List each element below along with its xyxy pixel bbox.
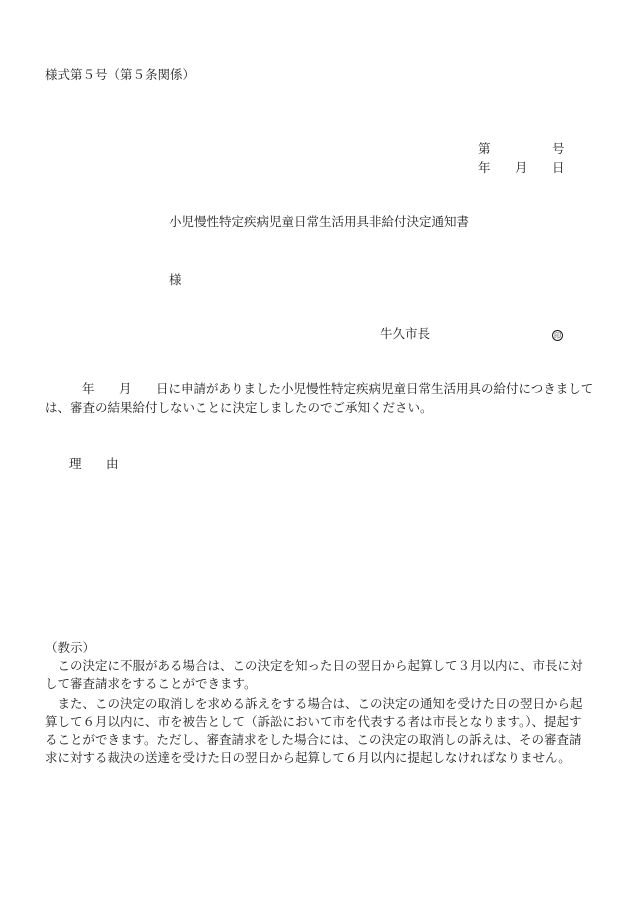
date-day: 日 bbox=[552, 160, 565, 175]
issuer-name: 牛久市長 bbox=[380, 326, 431, 341]
reason-label-1: 理 bbox=[69, 456, 82, 471]
form-number: 様式第５号（第５条関係） bbox=[45, 67, 196, 82]
body-line2: は、審査の結果給付しないことに決定しましたのでご承知ください。 bbox=[45, 400, 433, 415]
date-year: 年 bbox=[478, 160, 491, 175]
seal-mark bbox=[552, 328, 563, 341]
doc-number-dai: 第 bbox=[478, 141, 491, 156]
body-line1: 日に申請がありました小児慢性特定疾病児童日常生活用具の給付につきまして bbox=[156, 381, 594, 396]
date-month: 月 bbox=[515, 160, 528, 175]
instruction-paragraph-1: この決定に不服がある場合は、この決定を知った日の翌日から起算して３月以内に、市長に対して審査請求をすることができます。 bbox=[45, 658, 583, 691]
seal-icon: 印 bbox=[554, 332, 561, 340]
doc-number-go: 号 bbox=[552, 141, 565, 156]
reason-label-2: 由 bbox=[106, 456, 119, 471]
instruction-heading: （教示） bbox=[45, 640, 96, 655]
instruction-paragraph-2: また、この決定の取消しを求める訴えをする場合は、この決定の通知を受けた日の翌日から起算して６月以内に、市を被告として（訴訟において市を代表する者は市長となります。）、提起することができます。ただし、審査請求をした場合には、この決定の取消しの訴えは、その審査請求に対する裁決の送達を受けた日の翌日から起算して６月以内に提起しなければなりません。 bbox=[45, 696, 583, 765]
body-month: 月 bbox=[119, 381, 132, 396]
addressee-sama: 様 bbox=[169, 272, 182, 287]
body-year: 年 bbox=[82, 381, 95, 396]
document-title: 小児慢性特定疾病児童日常生活用具非給付決定通知書 bbox=[169, 214, 470, 229]
